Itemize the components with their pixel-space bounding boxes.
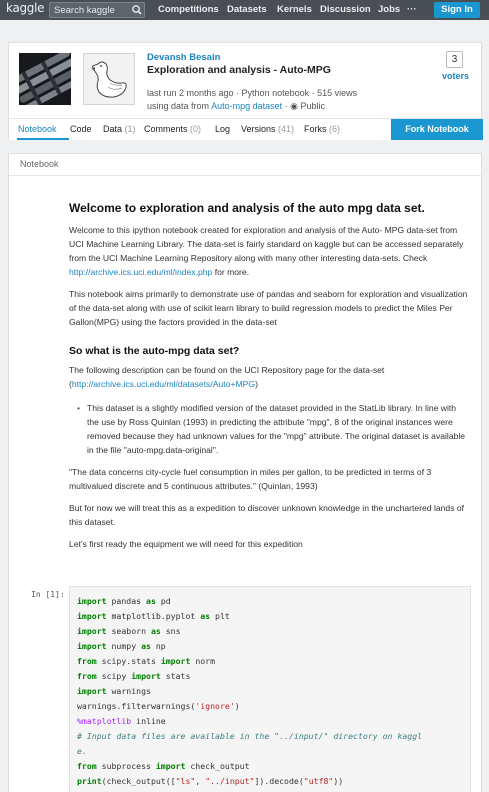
tab-label: Comments [144, 124, 188, 134]
list-item: • This dataset is a slightly modified version of the dataset provided in the StatLib library. In line with the use by Ross Quinlan (1993) in predicting the attribute "mpg", 8 of the original instances were removed because they had unknown values for the "mpg" attribute. The original dataset is available in the file "auto-mpg.data-original". [87, 401, 469, 457]
input-prompt: In [1]: [31, 590, 65, 599]
visibility-label: · ◉ Public [282, 101, 325, 111]
tab-label: Versions [241, 124, 276, 134]
tab-label: Data [103, 124, 123, 134]
intro-paragraph [69, 223, 469, 279]
tab-log[interactable] [215, 124, 230, 134]
data-source-prefix: using data from [147, 101, 210, 111]
dataset-thumbnail[interactable] [19, 53, 71, 105]
markdown-cell [69, 201, 469, 559]
notebook-panel [8, 153, 482, 792]
subheading: So what is the auto-mpg data set? [69, 345, 240, 357]
aims-paragraph: This notebook aims primarily to demonstrate use of pandas and seaborn for exploration and visualization of the data-set along with use of scikit learn library to build regression models to predict the Miles Per Gallon(MPG) using the factors provided in the data-set [69, 289, 468, 327]
tab-forks[interactable] [304, 124, 340, 134]
tab-code[interactable] [70, 124, 92, 134]
description-text-end: ) [255, 379, 258, 389]
intro-text: Welcome to this ipython notebook created for exploration and analysis of the Auto- MPG data-set from UCI Machine Learning Library. The data-set is fairly standard on kaggle but can be accessed separately from the UCI Machine Learning Repository along with many other interesting data-sets. Check [69, 225, 464, 263]
top-navbar [0, 0, 489, 20]
fork-notebook-button[interactable]: Fork Notebook [391, 119, 483, 140]
tab-count: (6) [329, 124, 341, 134]
intro-text-end: for more. [212, 267, 250, 277]
tab-versions[interactable] [241, 124, 294, 134]
tab-label: Forks [304, 124, 327, 134]
tab-count: (1) [124, 124, 136, 134]
code-cell[interactable] [69, 586, 471, 792]
tab-comments[interactable] [144, 124, 201, 134]
notebook-section-label: Notebook [20, 159, 59, 169]
kernel-title: Exploration and analysis - Auto-MPG [147, 64, 331, 76]
tab-notebook[interactable] [18, 124, 57, 134]
nav-datasets[interactable]: Datasets [227, 4, 267, 15]
description-paragraph [69, 363, 469, 391]
nav-competitions[interactable]: Competitions [158, 4, 219, 15]
expedition-paragraph: But for now we will treat this as a expedition to discover unknown knowledge in the unchartered lands of this dataset. [69, 503, 465, 527]
search-icon[interactable] [130, 3, 144, 17]
kaggle-logo[interactable]: kaggle [6, 1, 45, 15]
voters-link[interactable]: voters [442, 71, 470, 81]
notebook-panel-header [9, 154, 481, 176]
quote-paragraph: "The data concerns city-cycle fuel consumption in miles per gallon, to be predicted in terms of 3 multivalued discrete and 5 continuous attributes." (Quinlan, 1993) [69, 467, 432, 491]
dataset-link[interactable]: Auto-mpg dataset [211, 101, 283, 111]
description-list [87, 401, 469, 457]
tab-label: Notebook [18, 124, 57, 134]
tab-count: (0) [190, 124, 202, 134]
active-tab-indicator [17, 138, 69, 140]
tab-label: Code [70, 124, 92, 134]
uci-index-link[interactable]: http://archive.ics.uci.edu/ml/index.php [69, 267, 213, 277]
sign-in-button[interactable]: Sign In [434, 2, 480, 18]
vote-button[interactable]: 3 [446, 51, 463, 68]
author-avatar[interactable] [83, 53, 135, 105]
search-input[interactable] [54, 4, 130, 16]
kernel-tabs [8, 118, 482, 140]
search-box[interactable] [49, 2, 145, 18]
author-link[interactable]: Devansh Besain [147, 52, 221, 63]
code-block: import pandas as pd import matplotlib.pyplot as plt import seaborn as sns import numpy as np from scipy.stats import norm from scipy import stats import warnings warnings.filterwarnings('ignore') %matplotlib inline # Input data files are available in the "../input/" directory on kaggl e. from subprocess import check_output print(check_output(["ls", "../input"]).decode("utf8")) [77, 596, 423, 786]
tab-data[interactable] [103, 124, 136, 134]
description-text: The following description can be found on the UCI Repository page for the data-set ( [69, 365, 385, 389]
more-menu-icon[interactable]: ··· [407, 4, 417, 15]
tab-count: (41) [278, 124, 295, 134]
notebook-heading: Welcome to exploration and analysis of the auto mpg data set. [69, 201, 425, 215]
tab-label: Log [215, 124, 231, 134]
nav-kernels[interactable]: Kernels [277, 4, 312, 15]
kernel-meta: last run 2 months ago · Python notebook · 515 views [147, 88, 358, 98]
uci-dataset-link[interactable]: http://archive.ics.uci.edu/ml/datasets/Auto+MPG [71, 379, 256, 389]
kernel-data-source [147, 101, 325, 112]
equipment-paragraph: Let's first ready the equipment we will need for this expedition [69, 539, 303, 549]
nav-discussion[interactable]: Discussion [320, 4, 371, 15]
nav-jobs[interactable]: Jobs [378, 4, 401, 15]
